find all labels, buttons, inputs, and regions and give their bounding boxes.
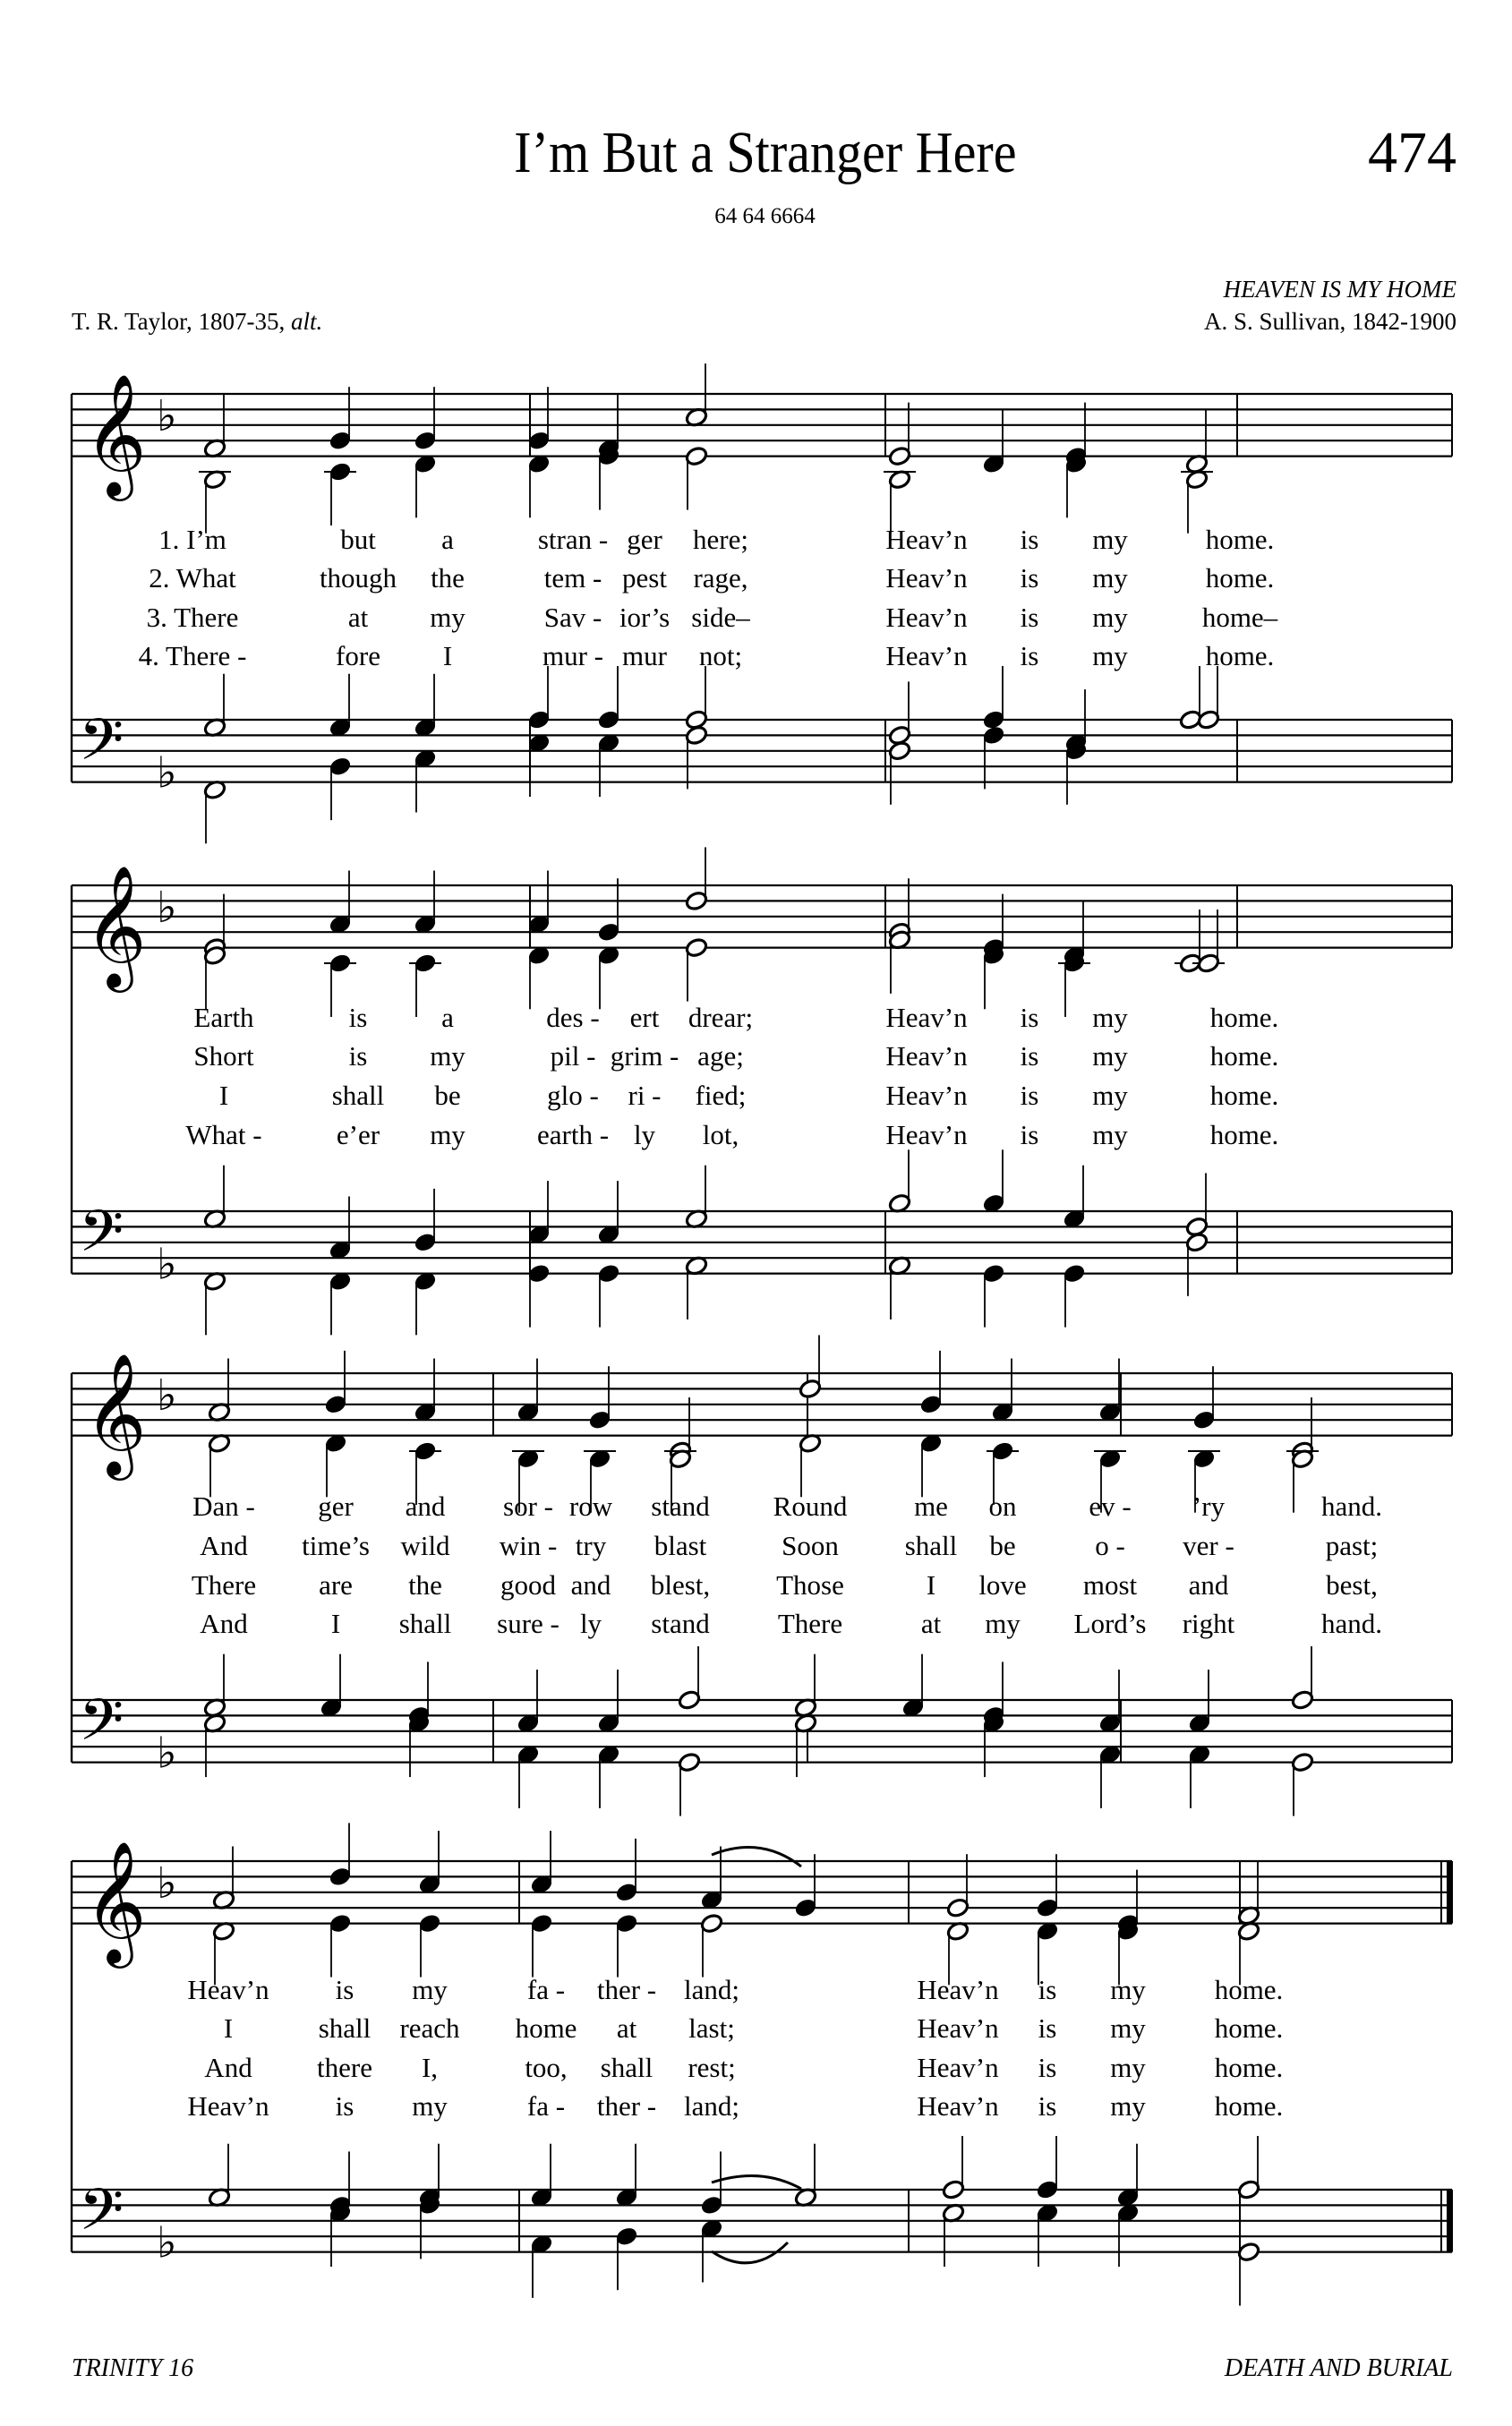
lyric-syllable: blest,: [650, 1569, 711, 1601]
lyric-syllable: Lord’s: [1073, 1608, 1147, 1639]
lyric-syllable: is: [1020, 1002, 1039, 1033]
lyric-syllable: ther -: [596, 2090, 657, 2122]
lyric-syllable: home.: [1205, 640, 1275, 671]
lyric-syllable: my: [1092, 562, 1128, 594]
lyric-syllable: Heav’n: [917, 1974, 999, 2005]
lyric-syllable: e’er: [336, 1119, 380, 1150]
lyric-syllable: is: [1020, 1119, 1039, 1150]
lyric-syllable: and: [405, 1491, 446, 1522]
lyric-syllable: my: [1092, 524, 1128, 555]
lyric-syllable: drear;: [688, 1002, 754, 1033]
lyric-syllable: glo -: [547, 1080, 599, 1111]
lyric-syllable: reach: [399, 2012, 460, 2044]
flat-key-signature-icon: ♭: [157, 747, 177, 799]
lyric-syllable: stran -: [537, 524, 609, 555]
lyric-syllable: pest: [622, 562, 667, 594]
lyric-syllable: Heav’n: [885, 602, 968, 633]
lyric-syllable: home: [515, 2012, 577, 2044]
slur: [712, 2175, 801, 2189]
lyric-syllable: Round: [773, 1491, 848, 1522]
lyric-syllable: shall: [600, 2052, 653, 2083]
lyric-syllable: Heav’n: [885, 524, 968, 555]
flat-key-signature-icon: ♭: [157, 390, 177, 441]
lyric-syllable: Heav’n: [885, 1002, 968, 1033]
lyric-syllable: Heav’n: [885, 1040, 968, 1072]
lyric-syllable: grim -: [610, 1040, 679, 1072]
lyric-syllable: is: [1020, 1040, 1039, 1072]
lyric-syllable: is: [1020, 640, 1039, 671]
lyric-syllable: land;: [684, 1974, 739, 2005]
lyric-syllable: earth -: [536, 1119, 610, 1150]
lyric-syllable: home.: [1209, 1002, 1279, 1033]
lyric-syllable: age;: [697, 1040, 744, 1072]
lyric-syllable: a: [441, 524, 454, 555]
lyric-syllable: Heav’n: [885, 1080, 968, 1111]
lyric-syllable: des -: [546, 1002, 600, 1033]
lyric-syllable: ly: [579, 1608, 602, 1639]
lyric-syllable: here;: [693, 524, 748, 555]
lyric-syllable: ri -: [628, 1080, 662, 1111]
lyric-syllable: sure -: [497, 1608, 560, 1639]
lyric-syllable: Heav’n: [885, 1119, 968, 1150]
lyric-syllable: fa -: [526, 2090, 566, 2122]
lyric-syllable: my: [412, 1974, 448, 2005]
lyric-syllable: I: [442, 640, 453, 671]
lyric-syllable: but: [340, 524, 376, 555]
lyric-syllable: my: [1092, 1002, 1128, 1033]
lyric-syllable: home.: [1209, 1119, 1279, 1150]
lyric-syllable: ger: [318, 1491, 354, 1522]
lyric-syllable: is: [1020, 602, 1039, 633]
lyric-syllable: Earth: [193, 1002, 254, 1033]
lyric-syllable: my: [1092, 1080, 1128, 1111]
lyric-syllable: my: [1110, 1974, 1146, 2005]
hymn-number: 474: [1368, 120, 1456, 185]
lyric-syllable: And: [204, 2052, 252, 2083]
lyric-syllable: love: [978, 1569, 1027, 1601]
lyric-syllable: row: [568, 1491, 613, 1522]
lyric-syllable: and: [1188, 1569, 1229, 1601]
flat-key-signature-icon: ♭: [157, 1370, 177, 1421]
lyric-syllable: my: [1110, 2090, 1146, 2122]
lyric-syllable: at: [347, 602, 369, 633]
lyric-syllable: Heav’n: [187, 2090, 269, 2122]
lyric-syllable: good: [500, 1569, 556, 1601]
lyric-syllable: home.: [1214, 2090, 1284, 2122]
lyric-syllable: ev -: [1089, 1491, 1132, 1522]
lyric-syllable: tem -: [543, 562, 602, 594]
lyric-syllable: hand.: [1320, 1491, 1383, 1522]
lyric-syllable: Sav -: [543, 602, 602, 633]
lyric-syllable: And: [200, 1530, 248, 1561]
lyric-syllable: right: [1182, 1608, 1235, 1639]
lyric-syllable: Heav’n: [917, 2090, 999, 2122]
slur: [712, 1848, 801, 1866]
lyric-syllable: I,: [421, 2052, 439, 2083]
treble-clef-icon: 𝄞: [84, 863, 147, 987]
lyric-syllable: the: [408, 1569, 442, 1601]
lyric-syllable: blast: [653, 1530, 707, 1561]
lyric-syllable: home.: [1214, 2052, 1284, 2083]
lyric-syllable: home.: [1214, 2012, 1284, 2044]
flat-key-signature-icon: ♭: [157, 1728, 177, 1779]
lyric-syllable: ly: [633, 1119, 656, 1150]
words-attribution: T. R. Taylor, 1807-35, alt.: [72, 308, 323, 335]
lyric-syllable: my: [1092, 1119, 1128, 1150]
lyric-syllable: pil -: [550, 1040, 596, 1072]
lyric-syllable: shall: [331, 1080, 385, 1111]
bass-clef-icon: 𝄢: [79, 2176, 124, 2258]
lyric-syllable: at: [920, 1608, 942, 1639]
lyric-syllable: me: [914, 1491, 948, 1522]
music-attribution: A. S. Sullivan, 1842-1900: [1203, 308, 1456, 335]
lyric-syllable: I: [926, 1569, 936, 1601]
lyric-syllable: home.: [1214, 1974, 1284, 2005]
lyric-syllable: on: [988, 1491, 1017, 1522]
lyric-syllable: my: [430, 1119, 466, 1150]
lyric-syllable: my: [412, 2090, 448, 2122]
treble-clef-icon: 𝄞: [84, 372, 147, 496]
lyric-syllable: Heav’n: [917, 2012, 999, 2044]
lyric-syllable: wild: [400, 1530, 450, 1561]
lyric-syllable: side–: [691, 602, 750, 633]
lyric-syllable: ’ry: [1192, 1491, 1226, 1522]
treble-clef-icon: 𝄞: [84, 1839, 147, 1963]
lyric-syllable: my: [1110, 2052, 1146, 2083]
lyric-syllable: home.: [1205, 562, 1275, 594]
hymn-title: I’m But a Stranger Here: [513, 120, 1017, 185]
lyric-syllable: try: [575, 1530, 607, 1561]
lyric-syllable: 1. I’m: [158, 524, 226, 555]
lyric-syllable: is: [348, 1040, 368, 1072]
lyric-syllable: Heav’n: [917, 2052, 999, 2083]
lyric-syllable: home.: [1209, 1040, 1279, 1072]
lyric-syllable: are: [319, 1569, 353, 1601]
lyric-syllable: home.: [1205, 524, 1275, 555]
lyric-syllable: is: [1038, 2012, 1057, 2044]
lyric-syllable: is: [1020, 1080, 1039, 1111]
lyric-syllable: Heav’n: [885, 640, 968, 671]
lyric-syllable: shall: [318, 2012, 372, 2044]
lyric-syllable: ert: [629, 1002, 660, 1033]
lyric-syllable: There: [191, 1569, 257, 1601]
lyric-syllable: Short: [193, 1040, 254, 1072]
lyric-syllable: mur -: [542, 640, 604, 671]
lyric-syllable: ior’s: [619, 602, 671, 633]
lyric-syllable: Heav’n: [187, 1974, 269, 2005]
flat-key-signature-icon: ♭: [157, 1239, 177, 1290]
lyric-syllable: my: [430, 1040, 466, 1072]
lyric-syllable: too,: [525, 2052, 568, 2083]
lyric-syllable: land;: [684, 2090, 739, 2122]
lyric-syllable: Heav’n: [885, 562, 968, 594]
lyric-syllable: fied;: [695, 1080, 747, 1111]
lyric-syllable: is: [1020, 524, 1039, 555]
lyric-syllable: 3. There: [146, 602, 239, 633]
bass-clef-icon: 𝄢: [79, 1687, 124, 1768]
lyric-syllable: past;: [1325, 1530, 1379, 1561]
lyric-syllable: o -: [1095, 1530, 1125, 1561]
lyric-syllable: shall: [904, 1530, 958, 1561]
final-barline: [1447, 1861, 1453, 1924]
flat-key-signature-icon: ♭: [157, 1858, 177, 1909]
lyric-syllable: fa -: [526, 1974, 566, 2005]
lyric-syllable: Those: [776, 1569, 844, 1601]
lyric-syllable: and: [570, 1569, 611, 1601]
lyric-syllable: is: [335, 2090, 355, 2122]
tune-name: HEAVEN IS MY HOME: [1223, 276, 1456, 303]
lyric-syllable: is: [1038, 1974, 1057, 2005]
lyric-syllable: my: [1092, 602, 1128, 633]
lyric-syllable: my: [985, 1608, 1021, 1639]
lyric-syllable: though: [319, 562, 397, 594]
lyric-syllable: be: [989, 1530, 1016, 1561]
lyric-syllable: is: [1038, 2052, 1057, 2083]
lyric-syllable: most: [1082, 1569, 1138, 1601]
lyric-syllable: ver -: [1183, 1530, 1234, 1561]
lyric-syllable: rage,: [693, 562, 748, 594]
meter: 64 64 6664: [714, 204, 816, 228]
lyric-syllable: is: [335, 1974, 355, 2005]
flat-key-signature-icon: ♭: [157, 2217, 177, 2268]
lyric-syllable: is: [1020, 562, 1039, 594]
lyric-syllable: I: [218, 1080, 229, 1111]
lyric-syllable: my: [1110, 2012, 1146, 2044]
footer-season: TRINITY 16: [72, 2354, 194, 2382]
lyric-syllable: rest;: [688, 2052, 736, 2083]
lyric-syllable: a: [441, 1002, 454, 1033]
lyric-syllable: my: [1092, 1040, 1128, 1072]
lyric-syllable: mur: [622, 640, 667, 671]
bass-clef-icon: 𝄢: [79, 706, 124, 788]
lyric-syllable: fore: [336, 640, 380, 671]
footer-category: DEATH AND BURIAL: [1224, 2354, 1453, 2382]
lyric-syllable: Dan -: [192, 1491, 255, 1522]
lyric-syllable: is: [348, 1002, 368, 1033]
lyric-syllable: stand: [651, 1608, 710, 1639]
lyric-syllable: There: [777, 1608, 843, 1639]
lyric-syllable: last;: [688, 2012, 735, 2044]
lyric-syllable: 4. There -: [138, 640, 247, 671]
lyric-syllable: be: [434, 1080, 461, 1111]
lyric-syllable: my: [1092, 640, 1128, 671]
flat-key-signature-icon: ♭: [157, 882, 177, 933]
lyric-syllable: Soon: [782, 1530, 839, 1561]
lyric-syllable: What -: [185, 1119, 262, 1150]
lyric-syllable: And: [200, 1608, 248, 1639]
lyric-syllable: 2. What: [149, 562, 236, 594]
treble-clef-icon: 𝄞: [84, 1351, 147, 1475]
lyric-syllable: not;: [698, 640, 743, 671]
lyric-syllable: I: [223, 2012, 234, 2044]
lyric-syllable: home.: [1209, 1080, 1279, 1111]
lyric-syllable: the: [431, 562, 465, 594]
lyric-syllable: lot,: [702, 1119, 739, 1150]
lyric-syllable: I: [330, 1608, 341, 1639]
lyric-syllable: my: [430, 602, 466, 633]
lyric-syllable: is: [1038, 2090, 1057, 2122]
lyric-syllable: stand: [651, 1491, 710, 1522]
lyric-syllable: time’s: [302, 1530, 370, 1561]
lyric-syllable: win -: [499, 1530, 558, 1561]
lyric-syllable: at: [616, 2012, 637, 2044]
lyric-syllable: sor -: [503, 1491, 553, 1522]
lyric-syllable: home–: [1201, 602, 1278, 633]
lyric-syllable: there: [317, 2052, 372, 2083]
lyric-syllable: best,: [1326, 1569, 1378, 1601]
final-barline: [1447, 2190, 1453, 2252]
lyric-syllable: shall: [398, 1608, 452, 1639]
lyric-syllable: hand.: [1320, 1608, 1383, 1639]
bass-clef-icon: 𝄢: [79, 1198, 124, 1279]
lyric-syllable: ger: [627, 524, 662, 555]
lyric-syllable: ther -: [596, 1974, 657, 2005]
